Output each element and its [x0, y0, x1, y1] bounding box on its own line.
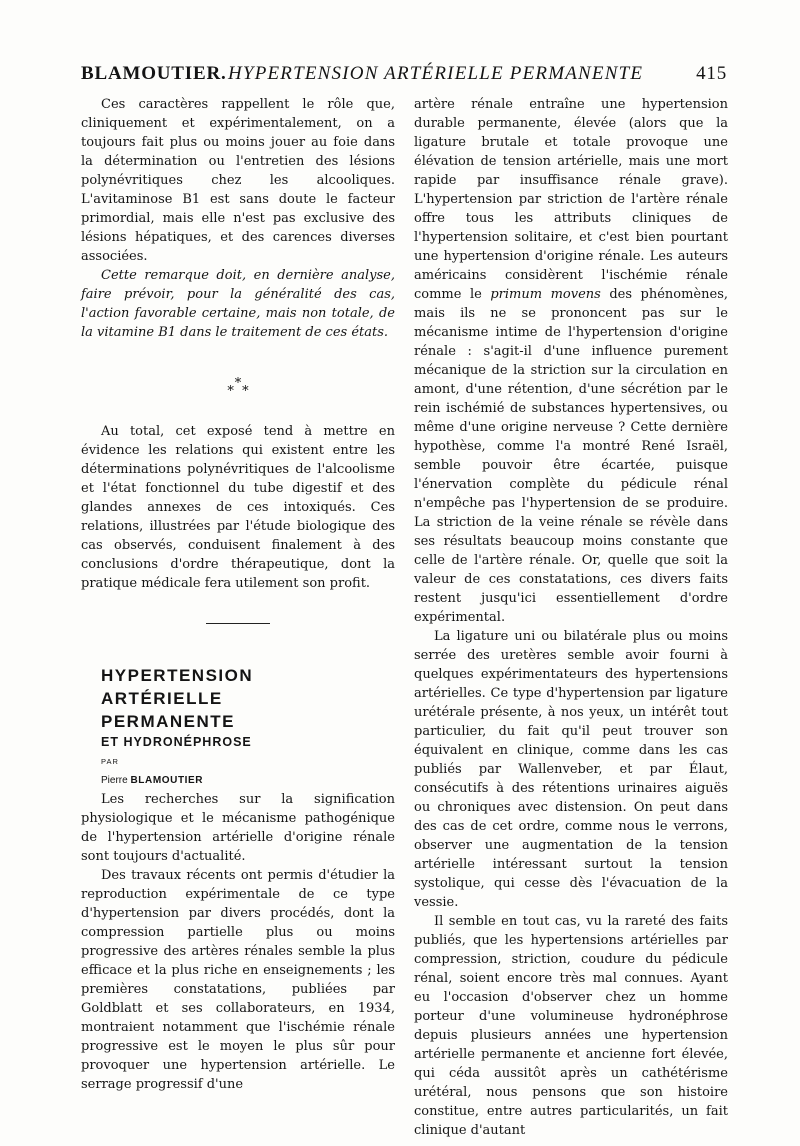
asterism-separator	[81, 376, 395, 399]
article-title-line-2: ARTÉRIELLE	[101, 689, 223, 708]
paragraph: Il semble en tout cas, vu la rareté des faits publiés, que les hypertensions artérielles par compression, striction, coudure du pédicule rénal, soient encore très mal connues. Ayant eu l'occasion d'observer chez un homme porteur d'une volumineuse hydronéphrose depuis plusieurs années une hypertension artérielle permanente et ancienne fort élevée, qui céda aussitôt après un cathétérisme urétéral, nous pensons que son histoire constitue, entre autres particularités, un fait clinique d'autant	[414, 914, 728, 1138]
article-title-line-3: PERMANENTE	[101, 712, 236, 731]
right-column	[414, 95, 728, 1140]
article-title-line-1: HYPERTENSION	[101, 666, 254, 685]
paragraph-continued	[414, 95, 728, 627]
asterism-star-top: *	[234, 376, 242, 391]
byline-author	[81, 771, 395, 790]
paragraph-text: des phénomènes, mais ils ne se prononcent pas sur le mécanisme intime de l'hypertension d'origine rénale : s'agit-il d'une influence purement mécanique de la striction sur la circulation en amont, d'une rétention, d'une sécrétion par le rein ischémié de substances hypertensives, ou même d'une origine nerveuse ? Cette dernière hypothèse, comme l'a montré René Israël, semble pouvoir être écartée, puisque l'énervation complète du pédicule rénal n'empêche pas l'hypertension de se produire. La striction de la veine rénale se révèle dans ses résultats beaucoup moins constante que celle de l'artère rénale. Or, quelle que soit la valeur de ces constatations, ces divers faits restent jusqu'ici essentiellement d'ordre expérimental.	[414, 287, 728, 625]
asterism-stars-bottom	[81, 384, 395, 399]
article-subtitle: ET HYDRONÉPHROSE	[101, 735, 252, 749]
running-head-author: BLAMOUTIER.	[81, 63, 227, 84]
byline-par: PAR	[101, 757, 119, 766]
running-head-title: HYPERTENSION ARTÉRIELLE PERMANENTE	[228, 63, 644, 84]
asterism-star-right: *	[242, 384, 249, 399]
author-first-name: Pierre	[101, 775, 128, 786]
paragraph: Les recherches sur la signification physiologique et le mécanisme pathogénique de l'hypertension artérielle d'origine rénale sont toujours d'actualité.	[81, 792, 395, 864]
paragraph: La ligature uni ou bilatérale plus ou moins serrée des uretères semble avoir fourni à quelques expérimentateurs des hypertensions artérielles. Ce type d'hypertension par ligature urétérale présente, à nos yeux, un intérêt tout particulier, du fait qu'il peut trouver son équivalent en clinique, comme dans les cas publiés par Wallenveber, et par Élaut, consécutifs à des rétentions urinaires aiguës ou chroniques avec distension. On peut dans des cas de cet ordre, comme nous le verrons, observer une augmentation de la tension artérielle intéressant surtout la tension systolique, qui cesse dès l'évacuation de la vessie.	[414, 629, 728, 910]
asterism-star-left: *	[227, 384, 234, 399]
running-head	[81, 63, 727, 89]
paragraph-text: artère rénale entraîne une hypertension durable permanente, élevée (alors que la ligature brutale et totale provoque une élévation de tension artérielle, mais une mort rapide par insuffisance rénale grave). L'hypertension par striction de l'artère rénale offre tous les attributs cliniques de l'hypertension solitaire, et c'est bien pourtant une hypertension d'origine rénale. Les auteurs américains considèrent l'ischémie rénale comme le	[414, 97, 728, 302]
paragraph: Ces caractères rappellent le rôle que, cliniquement et expérimentalement, on a toujours fait plus ou moins jouer au foie dans la détermination ou l'entretien des lésions polynévritiques chez les alcooliques. L'avitaminose B1 est sans doute le facteur primordial, mais elle n'est pas exclusive des lésions hépatiques, et des carences diverses associées.	[81, 97, 395, 264]
italic-paragraph: Cette remarque doit, en dernière analyse, faire prévoir, pour la généralité des cas, l'action favorable certaine, mais non totale, de la vitamine B1 dans le traitement de ces états.	[81, 268, 395, 340]
author-surname: BLAMOUTIER	[130, 775, 204, 786]
left-column	[81, 95, 395, 1094]
latin-term: primum movens	[490, 287, 601, 302]
paragraph: Au total, cet exposé tend à mettre en évidence les relations qui existent entre les déterminations polynévritiques de l'alcoolisme et l'état fonctionnel du tube digestif et des glandes annexes de ces intoxiqués. Ces relations, illustrées par l'étude biologique des cas observés, conduisent finalement à des conclusions d'ordre thérapeutique, dont la pratique médicale fera utilement son profit.	[81, 424, 395, 591]
page-number: 415	[696, 63, 727, 84]
section-divider	[206, 623, 270, 624]
paragraph: Des travaux récents ont permis d'étudier la reproduction expérimentale de ce type d'hypertension par divers procédés, dont la compression partielle plus ou moins progressive des artères rénales semble la plus efficace et la plus riche en enseignements ; les premières constatations, publiées par Goldblatt et ses collaborateurs, en 1934, montraient notamment que l'ischémie rénale progressive est le moyen le plus sûr pour provoquer une hypertension artérielle. Le serrage progressif d'une	[81, 868, 395, 1092]
